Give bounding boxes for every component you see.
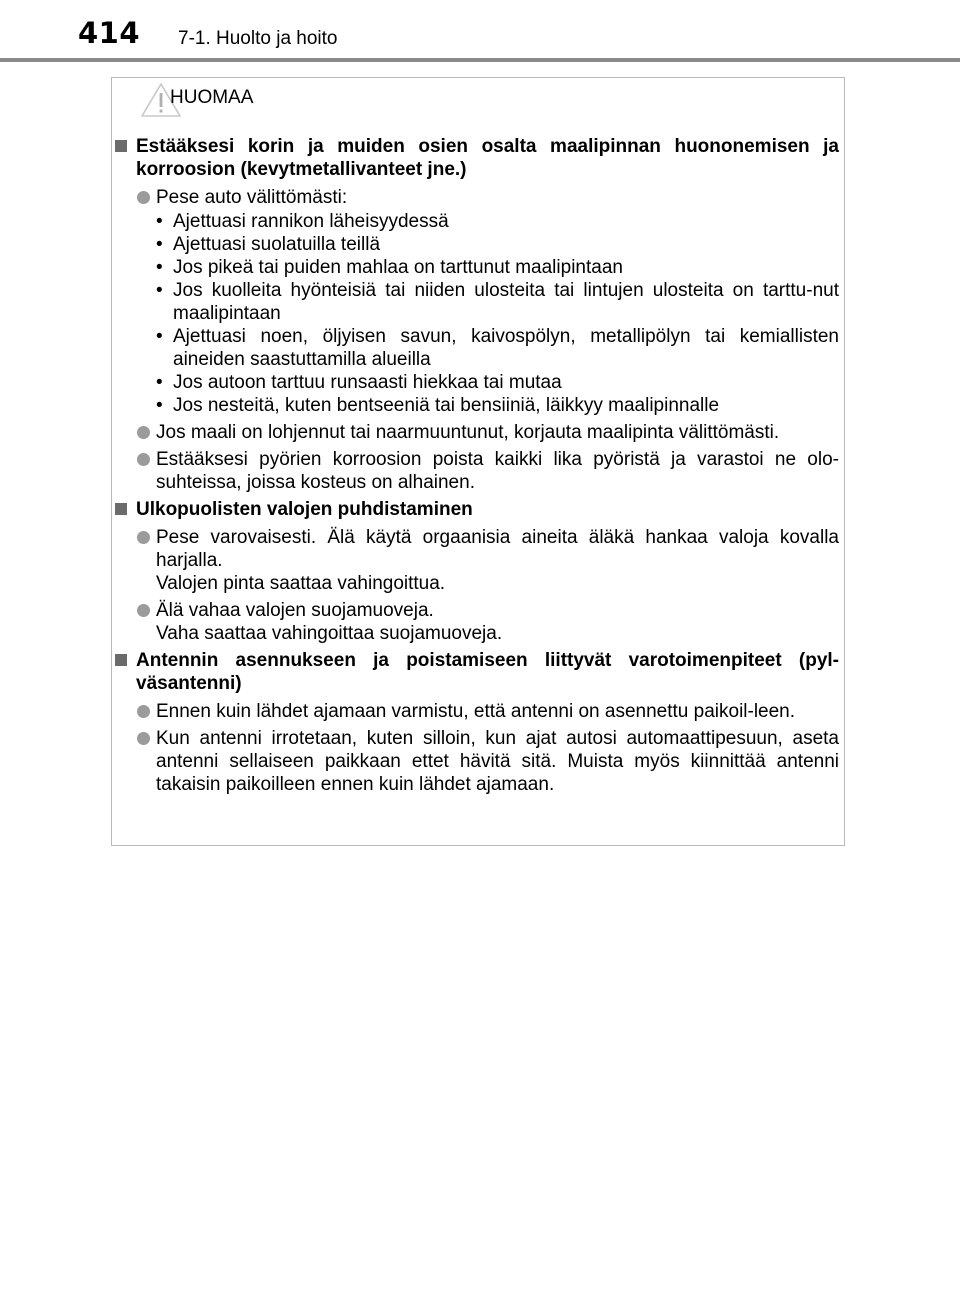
section-heading-text: Antennin asennukseen ja poistamiseen liittyvät varotoimenpiteet (pyl-väsantenni) (136, 650, 839, 694)
sub-bullet-item: • Ajettuasi suolatuilla teillä (156, 234, 381, 255)
sub-bullet-item: • Ajettuasi noen, öljyisen savun, kaivospölyn, metallipölyn tai kemiallisten aineiden saastuttamilla alueilla (156, 326, 839, 370)
item-text: Älä vahaa valojen suojamuoveja. (156, 600, 434, 621)
header-divider (0, 58, 960, 62)
list-item (113, 700, 839, 723)
item-text: Jos maali on lohjennut tai naarmuuntunut, korjauta maalipinta välittömästi. (156, 422, 780, 443)
circle-bullet-icon (137, 732, 150, 745)
notice-content (113, 135, 839, 800)
item-text: Pese varovaisesti. Älä käytä orgaanisia aineita äläkä hankaa valoja kovalla harjalla. (156, 527, 839, 571)
section-heading (113, 649, 839, 695)
circle-bullet-icon (137, 531, 150, 544)
sub-bullet-item: • Jos kuolleita hyönteisiä tai niiden ulosteita tai lintujen ulosteita on tarttu-nut maalipintaan (156, 280, 839, 324)
sub-bullet-item: • Ajettuasi rannikon läheisyydessä (156, 211, 449, 232)
section-heading (113, 498, 839, 521)
list-item (113, 526, 839, 595)
sub-bullet-item: • Jos autoon tarttuu runsaasti hiekkaa tai mutaa (156, 372, 562, 393)
list-item (113, 421, 839, 444)
page-header (0, 0, 960, 64)
section-heading-text: Ulkopuolisten valojen puhdistaminen (136, 499, 473, 520)
circle-bullet-icon (137, 191, 150, 204)
list-item (113, 727, 839, 796)
notice-section-antenna (113, 649, 839, 796)
item-note: Vaha saattaa vahingoittaa suojamuoveja. (156, 623, 503, 644)
item-text: Estääksesi pyörien korroosion poista kaikki lika pyöristä ja varastoi ne olo-suhteissa, joissa kosteus on alhainen. (156, 449, 839, 493)
square-bullet-icon (115, 503, 127, 515)
sub-bullet-item: • Jos nesteitä, kuten bentseeniä tai bensiiniä, läikkyy maalipinnalle (156, 395, 720, 416)
item-text: Ennen kuin lähdet ajamaan varmistu, että antenni on asennettu paikoil-leen. (156, 701, 796, 722)
item-text: Kun antenni irrotetaan, kuten silloin, kun ajat autosi automaattipesuun, aseta antenni sellaiseen paikkaan ettet hävitä sitä. Muista myös kiinnittää antenni takaisin paikoilleen ennen kuin lähdet ajamaan. (156, 728, 839, 795)
item-note: Valojen pinta saattaa vahingoittua. (156, 573, 446, 594)
notice-section-lights (113, 498, 839, 645)
page-number: 414 (78, 16, 141, 50)
list-item (113, 599, 839, 645)
sub-bullet-list (156, 210, 839, 417)
notice-title: HUOMAA (170, 87, 254, 108)
square-bullet-icon (115, 654, 127, 666)
circle-bullet-icon (137, 453, 150, 466)
list-item (113, 448, 839, 494)
section-heading (113, 135, 839, 181)
item-text: Pese auto välittömästi: (156, 187, 348, 208)
circle-bullet-icon (137, 426, 150, 439)
section-title: 7-1. Huolto ja hoito (178, 28, 338, 49)
sub-bullet-item: • Jos pikeä tai puiden mahlaa on tarttunut maalipintaan (156, 257, 623, 278)
section-heading-text: Estääksesi korin ja muiden osien osalta maalipinnan huononemisen ja korroosion (kevytmetallivanteet jne.) (136, 136, 839, 180)
circle-bullet-icon (137, 705, 150, 718)
circle-bullet-icon (137, 604, 150, 617)
notice-section-paint (113, 135, 839, 494)
square-bullet-icon (115, 140, 127, 152)
list-item (113, 186, 839, 417)
